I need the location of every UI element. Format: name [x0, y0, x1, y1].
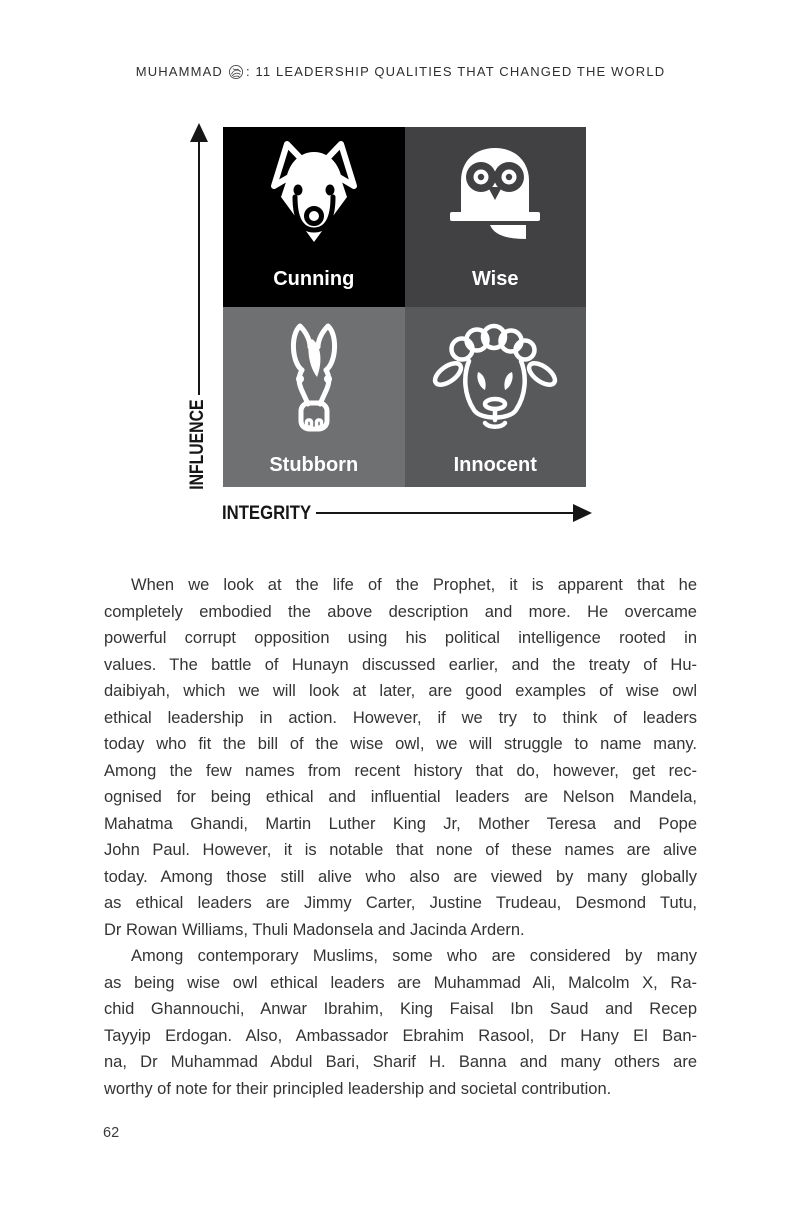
text-line: John Paul. However, it is notable that none of these names are alive [104, 841, 697, 859]
text-line: Mahatma Ghandi, Martin Luther King Jr, Mother Teresa and Pope [104, 814, 697, 833]
text-line: Among the few names from recent history that do, however, get rec- [104, 761, 697, 780]
text-line: Dr Rowan Williams, Thuli Madonsela and Jacinda Ardern. [104, 920, 525, 939]
text-line: Tayyip Erdogan. Also, Ambassador Ebrahim Rasool, Dr Hany El Ban- [104, 1026, 697, 1045]
quadrant-stubborn [223, 307, 405, 487]
y-axis-arrow [190, 123, 208, 395]
text-line: values. The battle of Hunayn discussed earlier, and the treaty of Hu- [104, 655, 697, 674]
quadrant-innocent [405, 307, 587, 487]
quadrant-label-cunning: Cunning [273, 268, 355, 290]
quadrant-label-stubborn: Stubborn [269, 454, 359, 476]
paragraph [104, 943, 697, 1102]
quadrant-wise [405, 127, 587, 307]
text-line: daibiyah, which we will look at later, are good examples of wise owl [104, 682, 697, 700]
text-line: chid Ghannouchi, Anwar Ibrahim, King Faisal Ibn Saud and Recep [104, 1000, 697, 1018]
sheep-icon [405, 321, 587, 443]
header-title-prefix: MUHAMMAD [135, 64, 223, 79]
quadrant-label-innocent: Innocent [453, 454, 537, 476]
paragraph [104, 572, 697, 943]
text-line: ethical leadership in action. However, if we try to think of leaders [104, 708, 697, 727]
text-line: completely embodied the above description and more. He overcame [104, 602, 697, 621]
page-header [104, 64, 697, 83]
text-line: today. Among those still alive who also are viewed by many globally [104, 867, 697, 886]
header-title-suffix: : 11 LEADERSHIP QUALITIES THAT CHANGED THE WORLD [245, 64, 666, 79]
pbuh-calligraphy-icon [228, 64, 244, 83]
text-line: as ethical leaders are Jimmy Carter, Justine Trudeau, Desmond Tutu, [104, 894, 697, 912]
text-line: as being wise owl ethical leaders are Muhammad Ali, Malcolm X, Ra- [104, 973, 697, 992]
owl-icon [405, 140, 587, 244]
x-axis-arrow [316, 504, 592, 522]
text-line: ognised for being ethical and influential leaders are Nelson Mandela, [104, 788, 697, 806]
page-number: 62 [103, 1125, 120, 1141]
body-text [104, 572, 697, 1102]
text-line: today who fit the bill of the wise owl, we will struggle to name many. [104, 735, 697, 753]
quadrant-label-wise: Wise [471, 268, 519, 290]
quadrant-cunning [223, 127, 405, 307]
text-line: Among contemporary Muslims, some who are considered by many [131, 947, 697, 965]
horse-icon [223, 321, 405, 443]
wolf-icon [223, 140, 405, 252]
quadrant-matrix [223, 127, 586, 487]
text-line: na, Dr Muhammad Abdul Bari, Sharif H. Banna and many others are [104, 1053, 697, 1071]
text-line: worthy of note for their principled leadership and societal contribution. [104, 1079, 612, 1098]
text-line: powerful corrupt opposition using his political intelligence rooted in [104, 629, 697, 647]
text-line: When we look at the life of the Prophet, it is apparent that he [131, 576, 697, 594]
x-axis-label: INTEGRITY [222, 503, 312, 524]
y-axis-label: INFLUENCE [187, 399, 208, 490]
